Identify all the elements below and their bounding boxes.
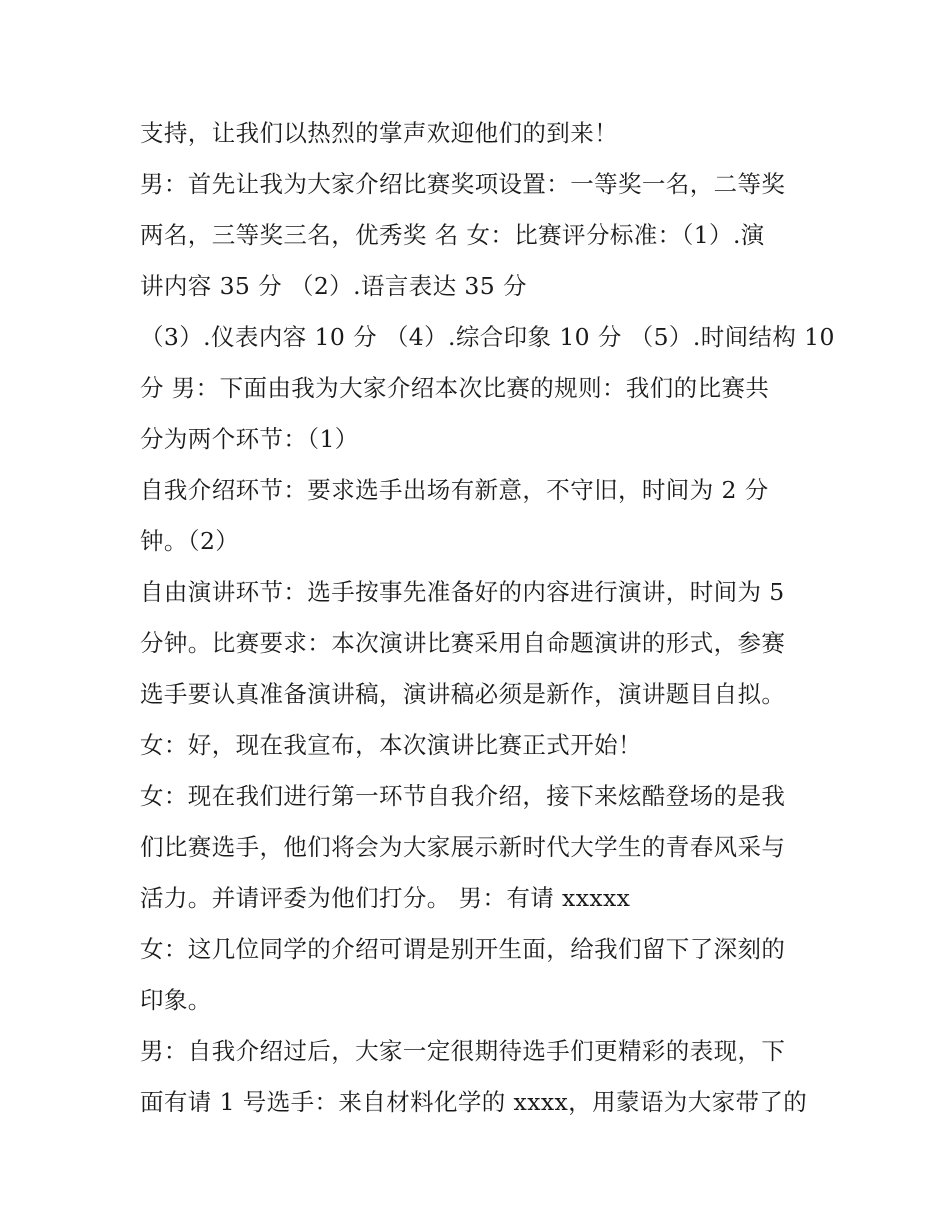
text-line: 女：现在我们进行第一环节自我介绍，接下来炫酷登场的是我 [140,782,786,810]
text-line: 面有请 1 号选手：来自材料化学的 xxxx，用蒙语为大家带了的 [140,1088,808,1116]
text-line: 选手要认真准备演讲稿，演讲稿必须是新作，演讲题目自拟。 [140,680,786,708]
text-line: 讲内容 35 分 （2）.语言表达 35 分 [140,272,527,300]
text-line: 们比赛选手，他们将会为大家展示新时代大学生的青春风采与 [140,833,786,861]
text-line: （3）.仪表内容 10 分 （4）.综合印象 10 分 （5）.时间结构 10 [140,323,835,351]
text-line: 自我介绍环节：要求选手出场有新意，不守旧，时间为 2 分 [140,476,769,504]
text-line: 两名，三等奖三名，优秀奖 名 女：比赛评分标准：（1）.演 [140,221,765,249]
document-body [140,108,835,1128]
text-line: 女：这几位同学的介绍可谓是别开生面，给我们留下了深刻的 [140,935,786,963]
text-line: 钟。（2） [140,527,240,555]
text-line: 自由演讲环节：选手按事先准备好的内容进行演讲，时间为 5 [140,578,785,606]
text-line: 分为两个环节：（1） [140,425,359,453]
text-line: 分 男：下面由我为大家介绍本次比赛的规则：我们的比赛共 [140,374,770,402]
text-line: 印象。 [140,986,212,1014]
text-line: 分钟。比赛要求：本次演讲比赛采用自命题演讲的形式，参赛 [140,629,786,657]
text-line: 支持，让我们以热烈的掌声欢迎他们的到来！ [140,119,618,147]
text-line: 男：首先让我为大家介绍比赛奖项设置：一等奖一名，二等奖 [140,170,786,198]
text-line: 活力。并请评委为他们打分。 男：有请 xxxxx [140,884,631,912]
text-line: 男：自我介绍过后，大家一定很期待选手们更精彩的表现，下 [140,1037,786,1065]
text-line: 女：好，现在我宣布，本次演讲比赛正式开始！ [140,731,642,759]
